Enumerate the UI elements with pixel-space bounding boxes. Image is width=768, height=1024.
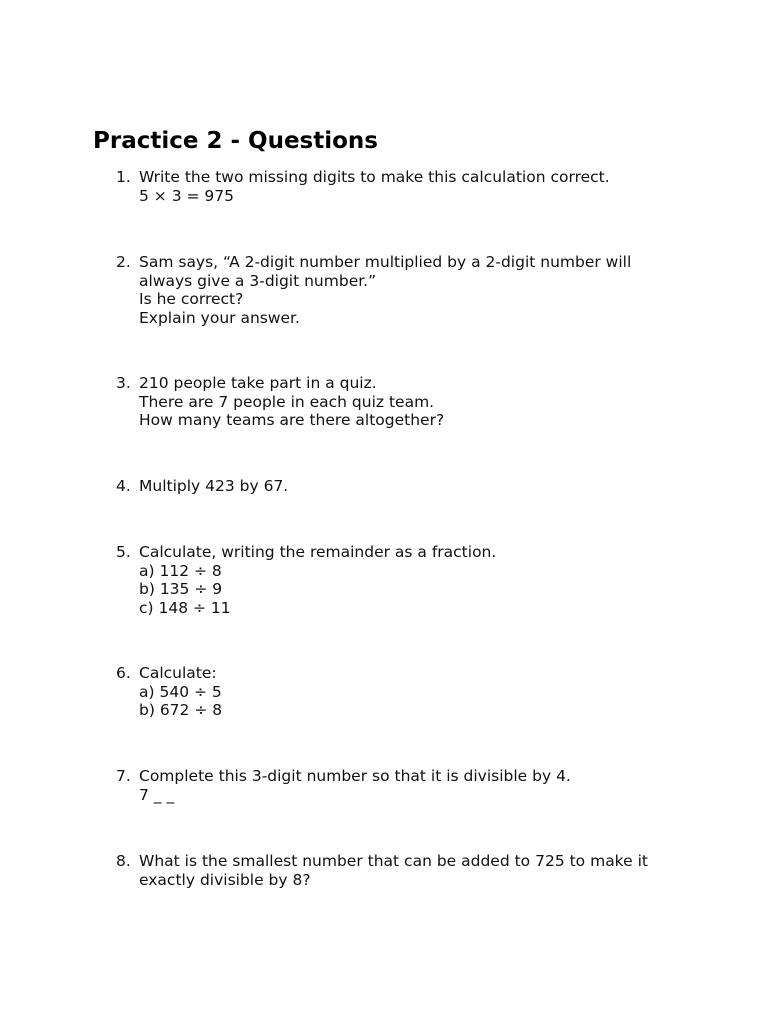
question-text: Calculate: bbox=[139, 664, 217, 682]
question-5 bbox=[116, 543, 696, 617]
question-body bbox=[139, 664, 696, 720]
question-number: 1. bbox=[116, 168, 131, 186]
question-text: There are 7 people in each quiz team. bbox=[139, 392, 435, 411]
question-text: Complete this 3-digit number so that it is divisible by 4. bbox=[139, 767, 571, 785]
question-6 bbox=[116, 664, 696, 720]
question-number: 7. bbox=[116, 767, 131, 785]
question-number: 3. bbox=[116, 374, 131, 392]
question-2 bbox=[116, 253, 696, 327]
question-body bbox=[139, 767, 696, 804]
question-number: 4. bbox=[116, 477, 131, 495]
question-body bbox=[139, 374, 696, 430]
question-body bbox=[139, 852, 684, 889]
question-text: How many teams are there altogether? bbox=[139, 411, 445, 429]
question-number: 5. bbox=[116, 543, 131, 561]
question-8 bbox=[116, 852, 696, 889]
question-body bbox=[139, 543, 696, 617]
question-text: Sam says, “A 2-digit number multiplied by a 2-digit number will always give a 3-digit number.” bbox=[139, 253, 632, 290]
question-body bbox=[139, 168, 696, 205]
page-title: Practice 2 - Questions bbox=[93, 128, 378, 154]
question-text: What is the smallest number that can be added to 725 to make it exactly divisible by 8? bbox=[139, 852, 648, 889]
question-body bbox=[139, 253, 684, 327]
question-text: Is he correct? bbox=[139, 290, 244, 308]
question-text: Write the two missing digits to make this calculation correct. bbox=[139, 168, 610, 186]
digit-blanks: 7 _ _ bbox=[139, 785, 175, 804]
sub-question-b: b) 672 ÷ 8 bbox=[139, 701, 223, 719]
sub-question-b: b) 135 ÷ 9 bbox=[139, 580, 223, 598]
question-1 bbox=[116, 168, 696, 205]
question-3 bbox=[116, 374, 696, 430]
question-number: 2. bbox=[116, 253, 131, 271]
question-text: Multiply 423 by 67. bbox=[139, 477, 289, 495]
question-4 bbox=[116, 477, 696, 496]
sub-question-a: a) 112 ÷ 8 bbox=[139, 561, 222, 580]
question-7 bbox=[116, 767, 696, 804]
question-text: 210 people take part in a quiz. bbox=[139, 374, 377, 392]
sub-question-c: c) 148 ÷ 11 bbox=[139, 598, 231, 617]
question-number: 6. bbox=[116, 664, 131, 682]
question-number: 8. bbox=[116, 852, 131, 870]
question-text: Explain your answer. bbox=[139, 308, 300, 327]
sub-question-a: a) 540 ÷ 5 bbox=[139, 682, 222, 701]
question-text: Calculate, writing the remainder as a fraction. bbox=[139, 543, 497, 561]
question-body bbox=[139, 477, 696, 496]
calculation: 5 × 3 = 975 bbox=[139, 186, 234, 205]
